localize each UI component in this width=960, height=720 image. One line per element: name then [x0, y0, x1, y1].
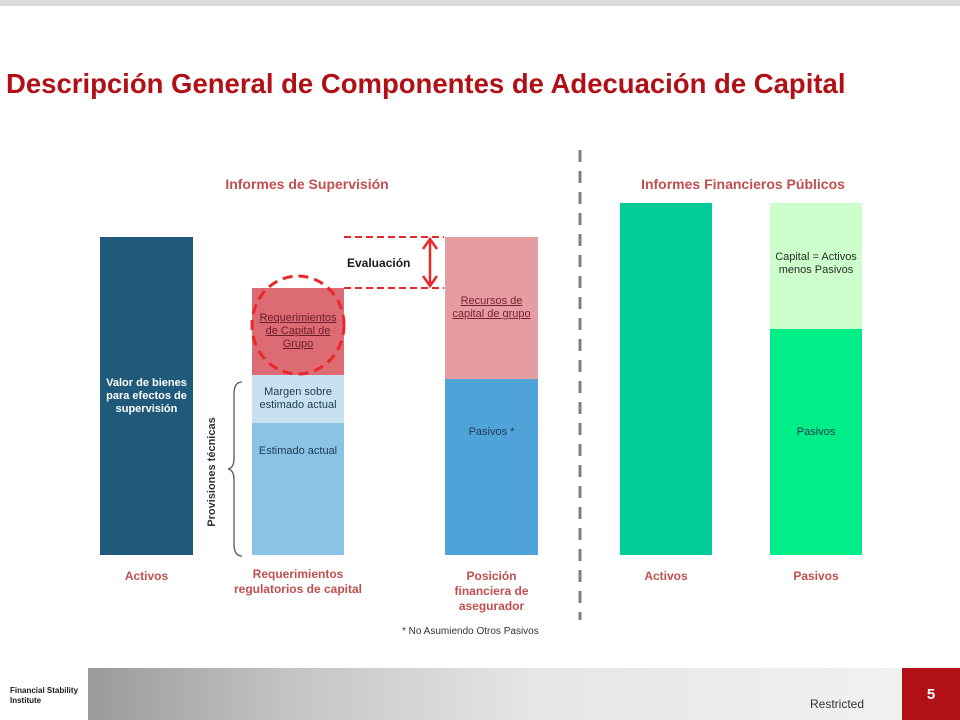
page-title: Descripción General de Componentes de Adecuación de Capital [6, 68, 846, 99]
bar-valor-bienes [100, 237, 193, 555]
section-divider [570, 150, 590, 620]
logo-line-1: Financial Stability [10, 686, 79, 695]
label-activos-supervision: Activos [124, 569, 169, 583]
highlight-circle [248, 273, 348, 377]
footer-image [88, 668, 902, 720]
logo-line-2: Institute [10, 696, 42, 705]
bar-estimado [252, 423, 344, 555]
bar-valor-bienes-label: Valor de bienes para efectos de supervisión [106, 376, 187, 415]
bar-estimado-label: Estimado actual [258, 445, 338, 457]
bar-capital [770, 203, 862, 329]
bar-pasivos-supervision-label: Pasivos * [468, 426, 515, 438]
restricted-label: Restricted [810, 697, 865, 711]
bar-recursos [445, 237, 538, 379]
heading-supervision: Informes de Supervisión [225, 176, 389, 192]
label-posicion-financiera: Posición financiera de asegurador [454, 569, 529, 613]
label-pasivos-public: Pasivos [793, 569, 839, 583]
provisiones-brace [226, 380, 246, 558]
bar-margen [252, 375, 344, 423]
heading-public: Informes Financieros Públicos [641, 176, 845, 192]
bar-pasivos-supervision [445, 379, 538, 555]
bar-margen-label: Margen sobre estimado actual [259, 386, 337, 411]
bar-recursos-label: Recursos de capital de grupo [452, 295, 531, 320]
label-req-regulatorios: Requerimientos regulatorios de capital [233, 567, 363, 596]
page-number: 5 [902, 668, 960, 720]
label-activos-public: Activos [644, 569, 688, 583]
bar-pasivos-public [770, 329, 862, 555]
footnote: * No Asumiendo Otros Pasivos [402, 626, 539, 637]
bar-pasivos-public-label: Pasivos [796, 426, 836, 438]
provisiones-label: Provisiones técnicas [206, 417, 218, 527]
bar-capital-label: Capital = Activos menos Pasivos [775, 251, 857, 276]
bar-req-capital-grupo-label: Requerimientos de Capital de Grupo [259, 312, 337, 350]
evaluacion-label: Evaluación [347, 256, 411, 270]
fsi-logo [10, 686, 78, 706]
bar-activos-public [620, 203, 712, 555]
top-bar [0, 0, 960, 6]
